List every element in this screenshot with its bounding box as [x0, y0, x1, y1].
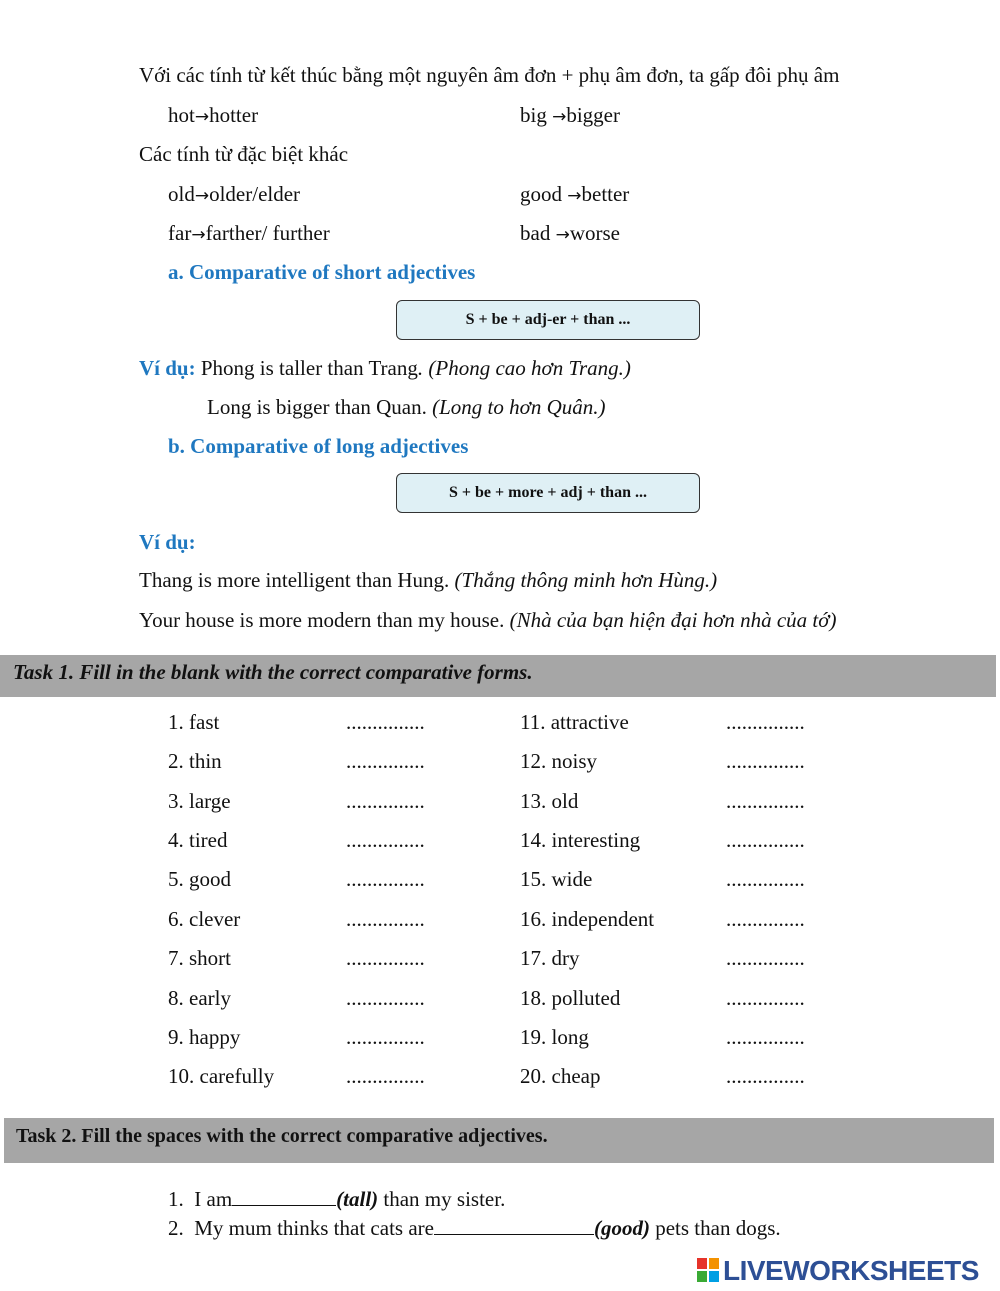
answer-blank[interactable]: ...............	[346, 749, 425, 773]
arrow-icon: →	[567, 186, 582, 206]
example-label: Ví dụ:	[139, 356, 196, 380]
task1-item: 5. good	[168, 867, 231, 891]
answer-blank[interactable]: ...............	[726, 986, 805, 1010]
task2-item: 2. My mum thinks that cats are (good) pets than dogs.	[168, 1216, 781, 1240]
section-a-title: a. Comparative of short adjectives	[168, 260, 476, 284]
task1-item: 16. independent	[520, 907, 655, 931]
answer-blank[interactable]: ...............	[346, 828, 425, 852]
task1-item: 3. large	[168, 789, 231, 813]
task1-item: 15. wide	[520, 867, 593, 891]
task1-header	[0, 655, 996, 697]
liveworksheets-logo: LIVEWORKSHEETS	[697, 1255, 979, 1285]
formula-box-long: S + be + more + adj + than ...	[396, 473, 700, 513]
example-line: Your house is more modern than my house. (Nhà của bạn hiện đại hơn nhà của tớ)	[139, 608, 837, 632]
doubling-rule-text: Với các tính từ kết thúc bằng một nguyên âm đơn + phụ âm đơn, ta gấp đôi phụ âm	[139, 63, 840, 87]
answer-blank[interactable]: ...............	[726, 789, 805, 813]
example-line: Ví dụ: Phong is taller than Trang. (Phong cao hơn Trang.)	[139, 356, 631, 380]
task1-item: 7. short	[168, 946, 231, 970]
task1-item: 19. long	[520, 1025, 589, 1049]
answer-blank[interactable]: ...............	[726, 1064, 805, 1088]
task2-header	[4, 1118, 994, 1163]
task1-item: 4. tired	[168, 828, 228, 852]
answer-blank[interactable]: ...............	[726, 749, 805, 773]
example-line: Thang is more intelligent than Hung. (Thắng thông minh hơn Hùng.)	[139, 568, 718, 592]
example-label: Ví dụ:	[139, 530, 196, 554]
task1-item: 8. early	[168, 986, 231, 1010]
answer-blank[interactable]: ...............	[346, 1064, 425, 1088]
answer-blank[interactable]: ...............	[346, 986, 425, 1010]
example-pair: old→older/elder	[168, 182, 301, 206]
example-pair: far→farther/ further	[168, 221, 330, 245]
answer-blank[interactable]: ...............	[346, 867, 425, 891]
task2-item: 1. I am (tall) than my sister.	[168, 1187, 506, 1211]
section-b-title: b. Comparative of long adjectives	[168, 434, 469, 458]
arrow-icon: →	[191, 225, 206, 245]
answer-blank[interactable]	[232, 1187, 336, 1206]
answer-blank[interactable]: ...............	[726, 907, 805, 931]
special-heading: Các tính từ đặc biệt khác	[139, 142, 349, 166]
example-pair: hot→hotter	[168, 103, 259, 127]
arrow-icon: →	[194, 186, 210, 206]
example-line: Long is bigger than Quan. (Long to hơn Quân.)	[207, 395, 606, 419]
task1-item: 1. fast	[168, 710, 220, 734]
answer-blank[interactable]: ...............	[726, 946, 805, 970]
task1-item: 12. noisy	[520, 749, 598, 773]
example-pair: big →bigger	[520, 103, 620, 127]
task1-item: 18. polluted	[520, 986, 621, 1010]
task1-item: 13. old	[520, 789, 579, 813]
task1-item: 9. happy	[168, 1025, 241, 1049]
task1-item: 6. clever	[168, 907, 241, 931]
task1-item: 14. interesting	[520, 828, 641, 852]
task1-item: 20. cheap	[520, 1064, 601, 1088]
task1-item: 2. thin	[168, 749, 222, 773]
answer-blank[interactable]: ...............	[346, 907, 425, 931]
example-pair: good →better	[520, 182, 630, 206]
answer-blank[interactable]: ...............	[726, 828, 805, 852]
task2-title: Task 2. Fill the spaces with the correct comparative adjectives.	[16, 1125, 548, 1147]
answer-blank[interactable]: ...............	[726, 867, 805, 891]
arrow-icon: →	[194, 107, 210, 127]
answer-blank[interactable]: ...............	[346, 710, 425, 734]
answer-blank[interactable]: ...............	[726, 1025, 805, 1049]
task1-item: 10. carefully	[168, 1064, 275, 1088]
example-pair: bad →worse	[520, 221, 620, 245]
formula-box-short: S + be + adj-er + than ...	[396, 300, 700, 340]
arrow-icon: →	[552, 107, 567, 127]
task1-item: 17. dry	[520, 946, 580, 970]
answer-blank[interactable]: ...............	[346, 1025, 425, 1049]
task1-title: Task 1. Fill in the blank with the correct comparative forms.	[13, 660, 533, 684]
answer-blank[interactable]: ...............	[346, 789, 425, 813]
arrow-icon: →	[555, 225, 570, 245]
answer-blank[interactable]: ...............	[346, 946, 425, 970]
task1-item: 11. attractive	[520, 710, 629, 734]
answer-blank[interactable]: ...............	[726, 710, 805, 734]
logo-cube-icon	[697, 1258, 719, 1282]
answer-blank[interactable]	[434, 1216, 594, 1235]
